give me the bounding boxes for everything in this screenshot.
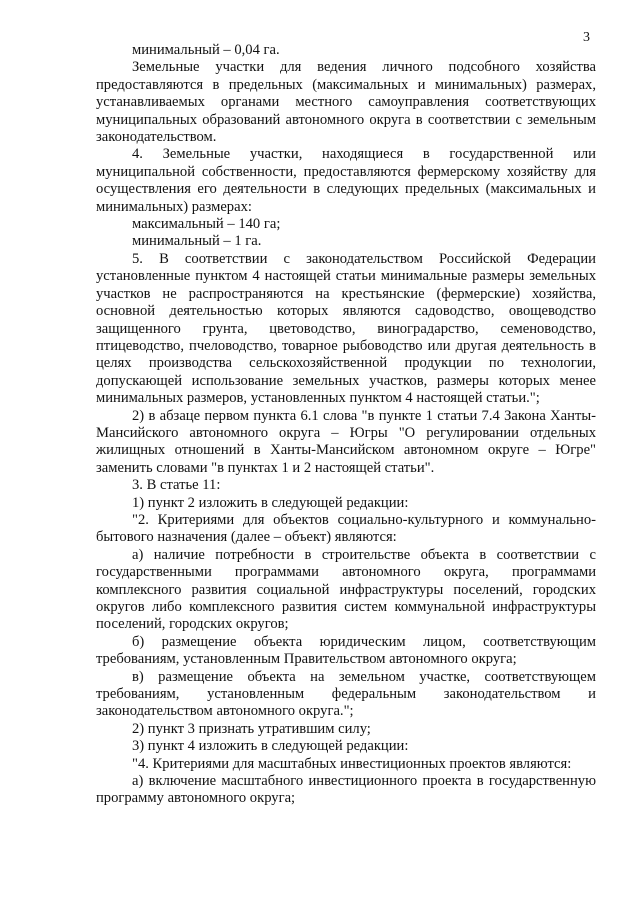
paragraph: 2) в абзаце первом пункта 6.1 слова "в пункте 1 статьи 7.4 Закона Ханты-Мансийского автономного округа – Югры "О регулировании отдельных жилищных отношений в Ханты-Мансийском автономном округе – Югре" заменить словами "в пунктах 1 и 2 настоящей статьи".: [96, 407, 596, 476]
paragraph: 1) пункт 2 изложить в следующей редакции:: [132, 494, 409, 511]
paragraph: минимальный – 0,04 га.: [132, 42, 280, 58]
paragraph: 2) пункт 3 признать утратившим силу;: [132, 720, 371, 737]
paragraph: "2. Критериями для объектов социально-культурного и коммунально-бытового назначения (далее – объект) являются:: [96, 511, 596, 546]
paragraph: 4. Земельные участки, находящиеся в государственной или муниципальной собственности, предоставляются фермерскому хозяйству для осуществления его деятельности в следующих предельных (максимальных и минимальных) размерах:: [96, 146, 596, 215]
paragraph: Земельные участки для ведения личного подсобного хозяйства предоставляются в предельных (максимальных и минимальных) размерах, устанавливаемых органами местного самоуправления соответствующих муниципальных образований автономного округа в соответствии с земельным законодательством.: [96, 59, 596, 146]
paragraph: 3) пункт 4 изложить в следующей редакции:: [132, 738, 409, 755]
paragraph: 5. В соответствии с законодательством Российской Федерации установленные пунктом 4 настоящей статьи минимальные размеры земельных участков не распространяются на крестьянские (фермерские) хозяйства, основной деятельностью которых являются садоводство, овощеводство защищенного грунта, цветоводство, виноградарство, семеноводство, птицеводство, пчеловодство, товарное рыбоводство или другая деятельность в целях производства сельскохозяйственной продукции по технологии, допускающей использование земельных участков, размеры которых менее минимальных размеров, установленных пунктом 4 настоящей статьи.";: [96, 250, 596, 407]
paragraph: а) включение масштабного инвестиционного проекта в государственную программу автономного округа;: [96, 773, 596, 807]
paragraph: б) размещение объекта юридическим лицом, соответствующим требованиям, установленным Правительством автономного округа;: [96, 633, 596, 668]
paragraph: а) наличие потребности в строительстве объекта в соответствии с государственными программами автономного округа, программами комплексного развития социальной инфраструктуры поселений, городских округов либо комплексного развития систем коммунальной инфраструктуры поселений, городских округов;: [96, 546, 596, 633]
paragraph: минимальный – 1 га.: [132, 233, 262, 250]
paragraph: в) размещение объекта на земельном участке, соответствующем требованиям, установленным федеральным законодательством и законодательством автономного округа.";: [96, 668, 596, 720]
paragraph: максимальный – 140 га;: [132, 216, 281, 233]
document-body: [96, 42, 596, 808]
paragraph: "4. Критериями для масштабных инвестиционных проектов являются:: [132, 755, 572, 772]
paragraph: 3. В статье 11:: [132, 477, 221, 494]
page-number: 3: [583, 30, 590, 45]
